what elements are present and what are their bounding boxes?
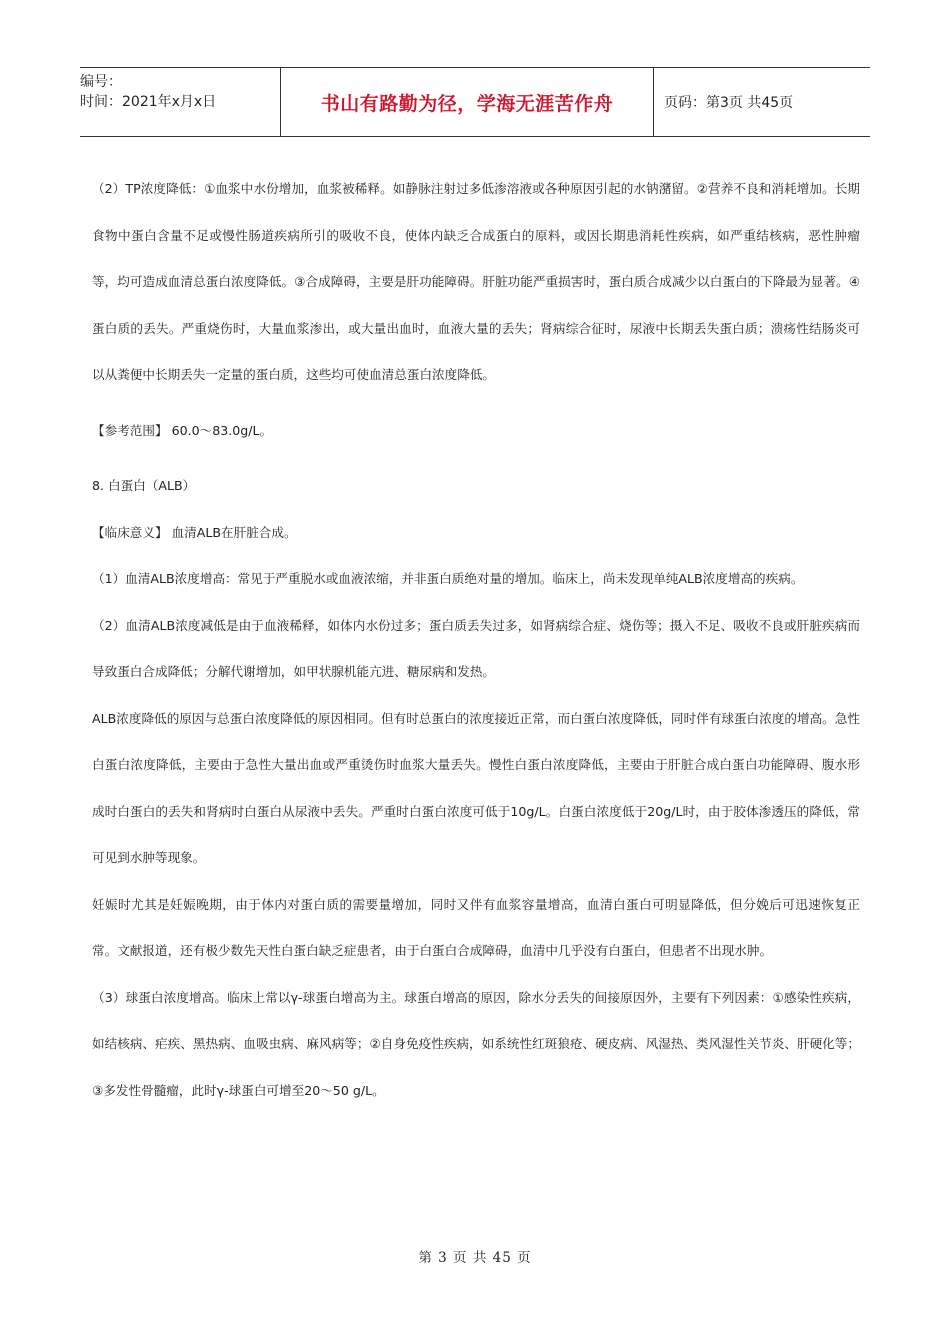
paragraph-alb-decrease: （2）血清ALB浓度减低是由于血液稀释，如体内水份过多；蛋白质丢失过多，如肾病综合症、烧伤等；摄入不足、吸收不良或肝脏疾病而导致蛋白合成降低；分解代谢增加，如甲状腺机能亢进、糖尿病和发热。 — [92, 617, 860, 679]
paragraph-pregnancy: 妊娠时尤其是妊娠晚期，由于体内对蛋白质的需要量增加，同时又伴有血浆容量增高，血清白蛋白可明显降低，但分娩后可迅速恢复正常。文献报道，还有极少数先天性白蛋白缺乏症患者，由于白蛋白合成障碍，血清中几乎没有白蛋白，但患者不出现水肿。 — [92, 896, 860, 958]
document-number-label: 编号： — [80, 74, 122, 90]
page-footer: 第 3 页 共 45 页 — [418, 1250, 532, 1266]
clinical-significance: 【临床意义】 血清ALB在肝脏合成。 — [92, 524, 297, 540]
header-motto-cell — [280, 68, 654, 136]
paragraph-tp-decrease: （2）TP浓度降低：①血浆中水份增加，血浆被稀释。如静脉注射过多低渗溶液或各种原因引起的水钠潴留。②营养不良和消耗增加。长期食物中蛋白含量不足或慢性肠道疾病所引的吸收不良，使体内缺乏合成蛋白的原料，或因长期患消耗性疾病，如严重结核病，恶性肿瘤等，均可造成血清总蛋白浓度降低。③合成障碍，主要是肝功能障碍。肝脏功能严重损害时，蛋白质合成减少以白蛋白的下降最为显著。④蛋白质的丢失。严重烧伤时，大量血浆渗出，或大量出血时，血液大量的丢失；肾病综合征时，尿液中长期丢失蛋白质；溃疡性结肠炎可以从粪便中长期丢失一定量的蛋白质，这些均可使血清总蛋白浓度降低。 — [92, 181, 860, 382]
paragraph-globulin-increase: （3）球蛋白浓度增高。临床上常以γ-球蛋白增高为主。球蛋白增高的原因，除水分丢失的间接原因外，主要有下列因素：①感染性疾病，如结核病、疟疾、黑热病、血吸虫病、麻风病等；②自身免疫性疾病，如系统性红斑狼疮、硬皮病、风湿热、类风湿性关节炎、肝硬化等；③多发性骨髓瘤，此时γ-球蛋白可增至20～50 g/L。 — [92, 989, 860, 1098]
section-heading-albumin: 8. 白蛋白（ALB） — [92, 478, 196, 493]
paragraph-alb-increase: （1）血清ALB浓度增高：常见于严重脱水或血液浓缩，并非蛋白质绝对量的增加。临床上，尚未发现单纯ALB浓度增高的疾病。 — [92, 571, 804, 586]
reference-range: 【参考范围】 60.0～83.0g/L。 — [92, 422, 273, 438]
page-header — [80, 67, 870, 137]
header-motto: 书山有路勤为径，学海无涯苦作舟 — [320, 92, 614, 115]
header-page-info: 页码：第3页 共45页 — [664, 95, 794, 111]
document-body — [92, 166, 860, 1114]
document-date-label: 时间：2021年x月x日 — [80, 94, 217, 110]
paragraph-alb-causes: ALB浓度降低的原因与总蛋白浓度降低的原因相同。但有时总蛋白的浓度接近正常，而白蛋白浓度降低，同时伴有球蛋白浓度的增高。急性白蛋白浓度降低，主要由于急性大量出血或严重烫伤时血浆大量丢失。慢性白蛋白浓度降低，主要由于肝脏合成白蛋白功能障碍、腹水形成时白蛋白的丢失和肾病时白蛋白从尿液中丢失。严重时白蛋白浓度可低于10g/L。白蛋白浓度低于20g/L时，由于胶体渗透压的降低，常可见到水肿等现象。 — [92, 710, 860, 865]
header-meta — [80, 68, 280, 136]
